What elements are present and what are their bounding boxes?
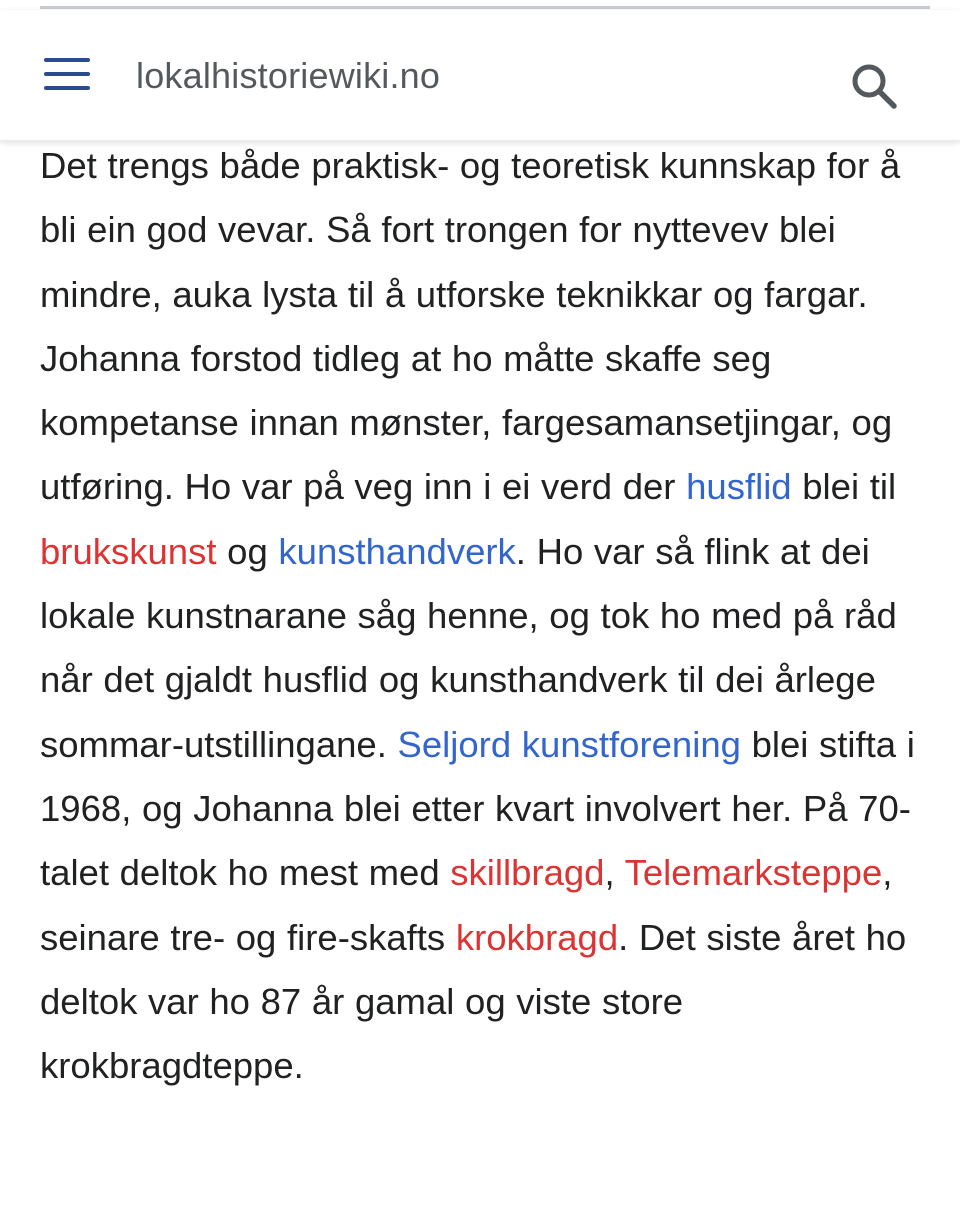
hamburger-menu-icon[interactable]	[44, 58, 90, 94]
menu-bar	[44, 72, 90, 76]
text-segment: , seinare tre- og fire-skafts	[40, 852, 893, 958]
link-telemarksteppe[interactable]: Telemarksteppe	[624, 852, 883, 894]
text-segment: blei til	[791, 466, 897, 508]
site-header	[0, 10, 960, 141]
link-brukskunst[interactable]: brukskunst	[40, 530, 217, 572]
link-skillbragd[interactable]: skillbragd	[450, 852, 605, 894]
link-seljord-kunstforening[interactable]: Seljord kunstforening	[397, 723, 741, 765]
article-content	[40, 134, 935, 1098]
site-title-link[interactable]: lokalhistoriewiki.no	[136, 55, 441, 96]
link-kunsthandverk[interactable]: kunsthandverk	[278, 530, 516, 572]
text-segment: blei stifta i 1968, og Johanna blei etter kvart involvert her. På 70-talet deltok ho mest med	[40, 723, 915, 894]
text-segment: . Det siste året ho deltok var ho 87 år gamal og viste store krokbragdteppe.	[40, 916, 907, 1087]
text-segment: og	[216, 530, 279, 572]
text-segment: ,	[604, 852, 625, 894]
search-icon[interactable]	[848, 60, 900, 112]
link-husflid[interactable]: husflid	[686, 466, 792, 508]
menu-bar	[44, 58, 90, 62]
menu-bar	[44, 86, 90, 90]
text-segment: Det trengs både praktisk- og teoretisk kunnskap for å bli ein god vevar. Så fort trongen for nyttevev blei mindre, auka lysta til å utforske teknikkar og fargar. Johanna forstod tidleg at ho måtte skaffe seg kompetanse innan mønster, fargesamansetjingar, og utføring. Ho var på veg inn i ei verd der	[40, 145, 901, 508]
article-paragraph	[40, 134, 935, 1098]
top-divider	[40, 6, 930, 9]
link-krokbragd[interactable]: krokbragd	[455, 916, 619, 958]
text-segment: . Ho var så flink at dei lokale kunstnarane såg henne, og tok ho med på råd når det gjaldt husflid og kunsthandverk til dei årlege sommar-utstillingane.	[40, 530, 897, 765]
